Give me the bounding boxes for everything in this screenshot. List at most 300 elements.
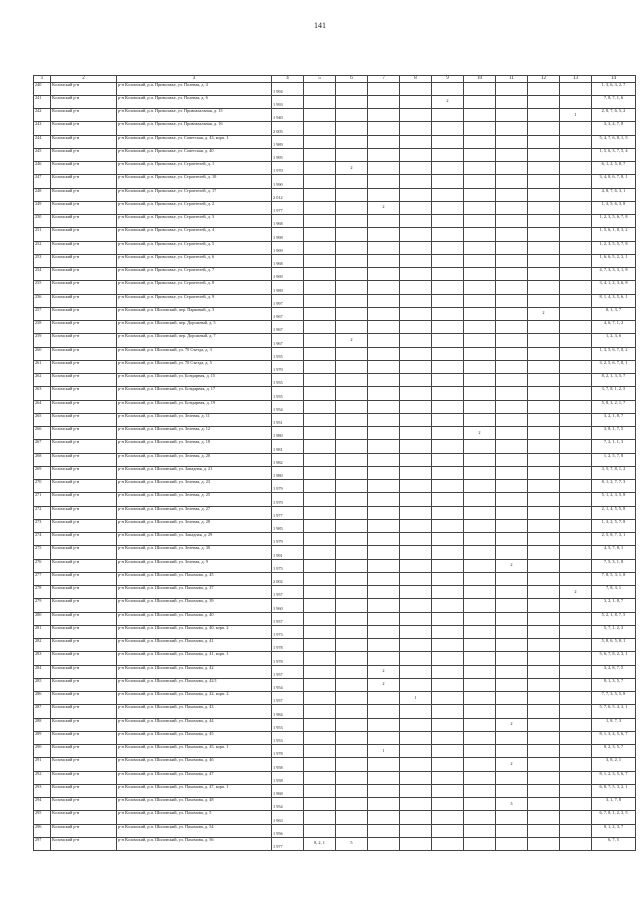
address-cell: р-н Коломский, р.п. Приволжье, ул. Строителей, д. 17	[117, 188, 272, 201]
value-cell-7	[368, 612, 400, 625]
value-cell-10	[464, 758, 496, 771]
value-cell-8	[400, 745, 432, 758]
row-number-cell: 279	[34, 599, 51, 612]
value-cell-11	[496, 387, 528, 400]
district-cell: Коломский р-н	[51, 665, 117, 678]
value-cell-9	[432, 440, 464, 453]
page-number: 141	[314, 21, 326, 30]
codes-cell: 2, 8, 7, 6, 5, 2	[592, 109, 636, 122]
codes-cell: 4, 8, 7, 6, 3, 1	[592, 188, 636, 201]
value-cell-12	[528, 771, 560, 784]
address-cell: р-н Коломский, р.п. Шиловский, ул. Пахомова, д. 45	[117, 731, 272, 744]
row-number-cell: 289	[34, 731, 51, 744]
district-cell: Коломский р-н	[51, 705, 117, 718]
value-cell-8	[400, 493, 432, 506]
value-cell-7	[368, 625, 400, 638]
value-cell-6	[336, 95, 368, 108]
value-cell-5	[304, 678, 336, 691]
value-cell-7	[368, 413, 400, 426]
value-cell-9	[432, 572, 464, 585]
table-row	[34, 162, 636, 175]
table-row	[34, 811, 636, 824]
codes-cell: 7, 2, 1, 1, 3	[592, 440, 636, 453]
district-cell: Коломский р-н	[51, 281, 117, 294]
value-cell-13	[560, 321, 592, 334]
value-cell-5	[304, 731, 336, 744]
table-row	[34, 572, 636, 585]
row-number-cell: 295	[34, 811, 51, 824]
district-cell: Коломский р-н	[51, 824, 117, 837]
value-cell-6	[336, 466, 368, 479]
value-cell-11	[496, 678, 528, 691]
value-cell-11	[496, 837, 528, 850]
value-cell-6	[336, 612, 368, 625]
row-number-cell: 242	[34, 109, 51, 122]
address-cell: р-н Коломский, р.п. Шиловский, ул. Пахомова, д. 40, корп. 2	[117, 625, 272, 638]
value-cell-7	[368, 758, 400, 771]
value-cell-9	[432, 612, 464, 625]
value-cell-11	[496, 215, 528, 228]
value-cell-6	[336, 175, 368, 188]
value-cell-12	[528, 413, 560, 426]
value-cell-13: 1	[560, 109, 592, 122]
district-cell: Коломский р-н	[51, 400, 117, 413]
value-cell-7	[368, 347, 400, 360]
value-cell-9	[432, 758, 464, 771]
value-cell-9	[432, 294, 464, 307]
address-cell: р-н Коломский, р.п. Шиловский, ул. Пахомова, д. 37	[117, 586, 272, 599]
value-cell-11	[496, 784, 528, 797]
address-cell: р-н Коломский, р.п. Шиловский, ул. Пахомова, д. 5	[117, 811, 272, 824]
value-cell-6	[336, 784, 368, 797]
year-cell: 1 981	[272, 440, 304, 453]
district-cell: Коломский р-н	[51, 215, 117, 228]
codes-cell: 3, 2, 5, 6, 7, 8, 1	[592, 360, 636, 373]
column-number-cell: 11	[496, 76, 528, 83]
value-cell-12	[528, 480, 560, 493]
value-cell-6	[336, 506, 368, 519]
year-cell: 1 989	[272, 281, 304, 294]
value-cell-9	[432, 771, 464, 784]
codes-cell: 1, 2, 3, 5, 5, 7, 8	[592, 241, 636, 254]
value-cell-6	[336, 586, 368, 599]
value-cell-7	[368, 268, 400, 281]
codes-cell: 7, 7, 3, 5, 5, 8	[592, 692, 636, 705]
value-cell-12	[528, 678, 560, 691]
address-cell: р-н Коломский, р.п. Приволжье, ул. Полевая, д. 4	[117, 82, 272, 95]
address-cell: р-н Коломский, р.п. Шиловский, ул. Пахомова, д. 42/1	[117, 678, 272, 691]
value-cell-5	[304, 665, 336, 678]
value-cell-5	[304, 466, 336, 479]
value-cell-13	[560, 612, 592, 625]
value-cell-8	[400, 718, 432, 731]
value-cell-11	[496, 612, 528, 625]
value-cell-12	[528, 95, 560, 108]
year-cell: 1 967	[272, 334, 304, 347]
value-cell-13	[560, 254, 592, 267]
year-cell: 1 977	[272, 201, 304, 214]
column-number-cell: 5	[304, 76, 336, 83]
table-row	[34, 824, 636, 837]
value-cell-11	[496, 745, 528, 758]
value-cell-11	[496, 572, 528, 585]
codes-cell: 1, 2, 5, 7, 8	[592, 453, 636, 466]
value-cell-13	[560, 546, 592, 559]
district-cell: Коломский р-н	[51, 268, 117, 281]
row-number-cell: 281	[34, 625, 51, 638]
row-number-cell: 247	[34, 175, 51, 188]
value-cell-7	[368, 480, 400, 493]
value-cell-13	[560, 148, 592, 161]
value-cell-12	[528, 201, 560, 214]
codes-cell: 1, 3, 5, 6, 7, 8, 2	[592, 347, 636, 360]
value-cell-8	[400, 705, 432, 718]
district-cell: Коломский р-н	[51, 109, 117, 122]
value-cell-7	[368, 228, 400, 241]
codes-cell: 5, 8, 6, 5, 8, 1	[592, 639, 636, 652]
value-cell-8	[400, 413, 432, 426]
row-number-cell: 273	[34, 519, 51, 532]
row-number-cell: 261	[34, 360, 51, 373]
value-cell-7	[368, 294, 400, 307]
codes-cell: 3, 2, 8, 7, 5	[592, 665, 636, 678]
table-row	[34, 771, 636, 784]
value-cell-11	[496, 599, 528, 612]
value-cell-10	[464, 798, 496, 811]
row-number-cell: 263	[34, 387, 51, 400]
value-cell-5	[304, 400, 336, 413]
value-cell-6	[336, 254, 368, 267]
value-cell-10	[464, 241, 496, 254]
value-cell-12	[528, 533, 560, 546]
value-cell-8	[400, 82, 432, 95]
value-cell-6	[336, 268, 368, 281]
value-cell-13	[560, 82, 592, 95]
value-cell-11	[496, 771, 528, 784]
value-cell-12	[528, 519, 560, 532]
value-cell-13	[560, 705, 592, 718]
row-number-cell: 270	[34, 480, 51, 493]
value-cell-5	[304, 493, 336, 506]
column-number-cell: 1	[34, 76, 51, 83]
value-cell-11	[496, 493, 528, 506]
address-cell: р-н Коломский, р.п. Приволжье, ул. Советская, д. 43, корп. 1	[117, 135, 272, 148]
value-cell-7	[368, 241, 400, 254]
value-cell-5	[304, 798, 336, 811]
value-cell-6	[336, 771, 368, 784]
value-cell-13	[560, 281, 592, 294]
value-cell-12	[528, 440, 560, 453]
value-cell-12	[528, 837, 560, 850]
year-cell: 1 978	[272, 639, 304, 652]
value-cell-5	[304, 559, 336, 572]
value-cell-5	[304, 347, 336, 360]
value-cell-6	[336, 374, 368, 387]
value-cell-10	[464, 440, 496, 453]
address-cell: р-н Коломский, р.п. Шиловский, пер. Дорожный, д. 5	[117, 321, 272, 334]
value-cell-5	[304, 718, 336, 731]
table-row	[34, 506, 636, 519]
value-cell-11	[496, 440, 528, 453]
table-row	[34, 612, 636, 625]
value-cell-5	[304, 771, 336, 784]
district-cell: Коломский р-н	[51, 95, 117, 108]
value-cell-13	[560, 519, 592, 532]
district-cell: Коломский р-н	[51, 334, 117, 347]
district-cell: Коломский р-н	[51, 440, 117, 453]
table-row	[34, 215, 636, 228]
value-cell-12	[528, 546, 560, 559]
value-cell-8	[400, 387, 432, 400]
value-cell-7	[368, 360, 400, 373]
address-cell: р-н Коломский, р.п. Шиловский, ул. Пахомова, д. 46	[117, 758, 272, 771]
value-cell-6	[336, 493, 368, 506]
value-cell-8	[400, 228, 432, 241]
value-cell-6	[336, 758, 368, 771]
value-cell-11: 2	[496, 559, 528, 572]
value-cell-11	[496, 82, 528, 95]
value-cell-6	[336, 745, 368, 758]
value-cell-10	[464, 268, 496, 281]
value-cell-5	[304, 533, 336, 546]
value-cell-6	[336, 387, 368, 400]
value-cell-6	[336, 678, 368, 691]
address-cell: р-н Коломский, р.п. Приволжье, ул. Строителей, д. 10	[117, 175, 272, 188]
row-number-cell: 282	[34, 639, 51, 652]
value-cell-12	[528, 122, 560, 135]
value-cell-11	[496, 268, 528, 281]
value-cell-9	[432, 493, 464, 506]
year-cell: 1 951	[272, 413, 304, 426]
year-cell: 1 955	[272, 347, 304, 360]
value-cell-10	[464, 228, 496, 241]
codes-cell: 7, 8, 5, 3, 1, 8	[592, 572, 636, 585]
year-cell: 1 977	[272, 506, 304, 519]
value-cell-6	[336, 122, 368, 135]
value-cell-6	[336, 731, 368, 744]
value-cell-10	[464, 82, 496, 95]
value-cell-11	[496, 360, 528, 373]
value-cell-9	[432, 798, 464, 811]
value-cell-13	[560, 506, 592, 519]
value-cell-13	[560, 387, 592, 400]
value-cell-11	[496, 811, 528, 824]
value-cell-8	[400, 95, 432, 108]
codes-cell: 1, 2, 3, 6	[592, 334, 636, 347]
address-cell: р-н Коломский, р.п. Приволжье, ул. Строителей, д. 2	[117, 201, 272, 214]
year-cell: 1 967	[272, 307, 304, 320]
year-cell: 1 978	[272, 652, 304, 665]
value-cell-5	[304, 758, 336, 771]
year-cell: 1 979	[272, 480, 304, 493]
value-cell-5	[304, 201, 336, 214]
value-cell-6	[336, 798, 368, 811]
value-cell-7	[368, 811, 400, 824]
row-number-cell: 284	[34, 665, 51, 678]
value-cell-5	[304, 480, 336, 493]
value-cell-10	[464, 334, 496, 347]
value-cell-12	[528, 665, 560, 678]
table-row	[34, 201, 636, 214]
district-cell: Коломский р-н	[51, 188, 117, 201]
value-cell-10	[464, 413, 496, 426]
value-cell-5	[304, 268, 336, 281]
value-cell-12	[528, 718, 560, 731]
value-cell-13	[560, 440, 592, 453]
table-row	[34, 718, 636, 731]
year-cell: 1 967	[272, 321, 304, 334]
codes-cell: 8, 2, 1, 3, 5, 7	[592, 374, 636, 387]
value-cell-13	[560, 731, 592, 744]
value-cell-12	[528, 254, 560, 267]
value-cell-5	[304, 705, 336, 718]
value-cell-11	[496, 652, 528, 665]
value-cell-7	[368, 639, 400, 652]
district-cell: Коломский р-н	[51, 82, 117, 95]
value-cell-11	[496, 705, 528, 718]
district-cell: Коломский р-н	[51, 201, 117, 214]
column-number-cell: 10	[464, 76, 496, 83]
district-cell: Коломский р-н	[51, 572, 117, 585]
value-cell-7	[368, 148, 400, 161]
district-cell: Коломский р-н	[51, 718, 117, 731]
value-cell-12	[528, 798, 560, 811]
address-cell: р-н Коломский, р.п. Шиловский, ул. Зеленая, д. 9	[117, 559, 272, 572]
value-cell-9	[432, 175, 464, 188]
value-cell-6	[336, 294, 368, 307]
value-cell-12	[528, 268, 560, 281]
value-cell-12	[528, 321, 560, 334]
year-cell: 1 994	[272, 82, 304, 95]
codes-cell: 8, 1, 2, 3, 7	[592, 824, 636, 837]
value-cell-10	[464, 572, 496, 585]
value-cell-6	[336, 572, 368, 585]
value-cell-6	[336, 321, 368, 334]
year-cell: 1 970	[272, 162, 304, 175]
table-row	[34, 784, 636, 797]
address-cell: р-н Коломский, р.п. Шиловский, ул. 70 Съезда, д. 5	[117, 360, 272, 373]
value-cell-9	[432, 334, 464, 347]
value-cell-7	[368, 440, 400, 453]
value-cell-8	[400, 215, 432, 228]
value-cell-6	[336, 453, 368, 466]
district-cell: Коломский р-н	[51, 678, 117, 691]
value-cell-13	[560, 374, 592, 387]
table-row	[34, 466, 636, 479]
value-cell-5	[304, 122, 336, 135]
table-row	[34, 95, 636, 108]
value-cell-9	[432, 559, 464, 572]
codes-cell: 5, 7, 1, 2, 3	[592, 625, 636, 638]
value-cell-6	[336, 148, 368, 161]
value-cell-13	[560, 188, 592, 201]
row-number-cell: 246	[34, 162, 51, 175]
value-cell-10	[464, 678, 496, 691]
row-number-cell: 274	[34, 533, 51, 546]
value-cell-8	[400, 453, 432, 466]
row-number-cell: 241	[34, 95, 51, 108]
district-cell: Коломский р-н	[51, 771, 117, 784]
codes-cell: 8, 1, 3, 7	[592, 307, 636, 320]
value-cell-8	[400, 321, 432, 334]
value-cell-8	[400, 307, 432, 320]
value-cell-10	[464, 175, 496, 188]
value-cell-11	[496, 533, 528, 546]
value-cell-6	[336, 625, 368, 638]
value-cell-7	[368, 334, 400, 347]
year-cell: 1 980	[272, 466, 304, 479]
value-cell-8	[400, 400, 432, 413]
district-cell: Коломский р-н	[51, 321, 117, 334]
value-cell-5	[304, 612, 336, 625]
table-row	[34, 307, 636, 320]
value-cell-8	[400, 427, 432, 440]
row-number-cell: 285	[34, 678, 51, 691]
codes-cell: 8, 1, 2, 3, 5, 6, 7	[592, 771, 636, 784]
table-row	[34, 745, 636, 758]
year-cell: 1 957	[272, 692, 304, 705]
district-cell: Коломский р-н	[51, 466, 117, 479]
value-cell-12	[528, 466, 560, 479]
value-cell-9	[432, 254, 464, 267]
value-cell-11	[496, 546, 528, 559]
row-number-cell: 251	[34, 228, 51, 241]
row-number-cell: 283	[34, 652, 51, 665]
codes-cell: 8, 1, 3, 4, 5, 6, 7	[592, 731, 636, 744]
value-cell-10	[464, 546, 496, 559]
value-cell-8	[400, 625, 432, 638]
table-row	[34, 665, 636, 678]
value-cell-12	[528, 347, 560, 360]
value-cell-10	[464, 188, 496, 201]
value-cell-10	[464, 771, 496, 784]
district-cell: Коломский р-н	[51, 533, 117, 546]
value-cell-10	[464, 122, 496, 135]
value-cell-12	[528, 360, 560, 373]
value-cell-11	[496, 506, 528, 519]
value-cell-10	[464, 824, 496, 837]
value-cell-10: 2	[464, 427, 496, 440]
value-cell-7	[368, 254, 400, 267]
value-cell-11	[496, 480, 528, 493]
year-cell: 1 969	[272, 241, 304, 254]
value-cell-12	[528, 811, 560, 824]
row-number-cell: 277	[34, 572, 51, 585]
value-cell-8	[400, 109, 432, 122]
value-cell-12	[528, 387, 560, 400]
district-cell: Коломский р-н	[51, 294, 117, 307]
value-cell-12	[528, 109, 560, 122]
value-cell-13	[560, 466, 592, 479]
table-row	[34, 678, 636, 691]
value-cell-10	[464, 665, 496, 678]
district-cell: Коломский р-н	[51, 519, 117, 532]
address-cell: р-н Коломский, р.п. Шиловский, ул. Пахомова, д. 39	[117, 599, 272, 612]
row-number-cell: 276	[34, 559, 51, 572]
value-cell-10	[464, 135, 496, 148]
value-cell-9	[432, 321, 464, 334]
year-cell: 2 012	[272, 188, 304, 201]
value-cell-6	[336, 546, 368, 559]
address-cell: р-н Коломский, р.п. Шиловский, ул. Пахомова, д. 41	[117, 639, 272, 652]
value-cell-7	[368, 95, 400, 108]
value-cell-12	[528, 705, 560, 718]
codes-cell: 7, 8, 7, 1, 6	[592, 95, 636, 108]
year-cell: 1 958	[272, 758, 304, 771]
value-cell-13	[560, 692, 592, 705]
table-row	[34, 374, 636, 387]
value-cell-10	[464, 705, 496, 718]
